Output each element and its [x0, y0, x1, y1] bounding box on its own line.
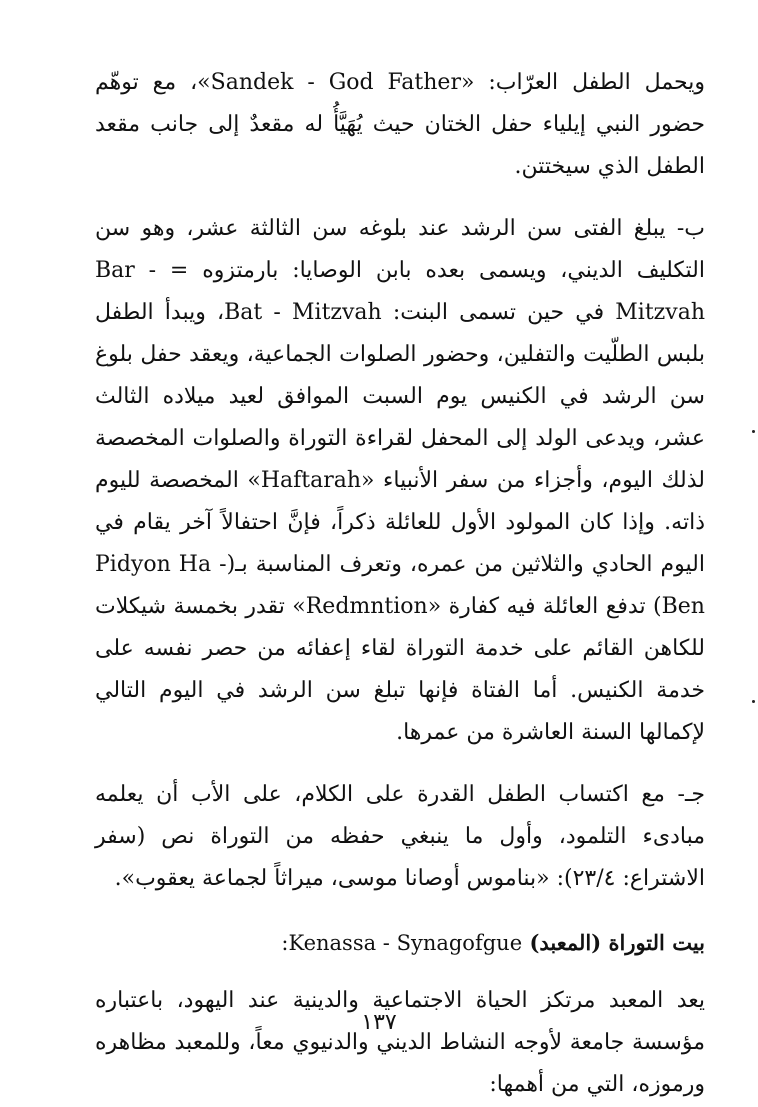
paragraph-bar-mitzvah: ب- يبلغ الفتى سن الرشد عند بلوغه سن الثالثة عشر، وهو سن التكليف الديني، ويسمى بعده بابن الوصايا: بارمتزوه = Bar - Mitzvah في حين تسمى البنت: Bat - Mitzvah، ويبدأ الطفل بلبس الطلّيت والتفلين، وحضور الصلوات الجماعية، ويعقد حفل بلوغ سن الرشد في الكنيس يوم السبت الموافق لعيد ميلاده الثالث عشر، ويدعى الولد إلى المحفل لقراءة التوراة والصلوات المخصصة لذلك اليوم، وأجزاء من سفر الأنبياء «Haftarah» المخصصة لليوم ذاته. وإذا كان المولود الأول للعائلة ذكراً، فإنَّ احتفالاً آخر يقام في اليوم الحادي والثلاثين من عمره، وتعرف المناسبة بـ(Pidyon Ha - Ben) تدفع العائلة فيه كفارة «Redmntion» تقدر بخمسة شيكلات للكاهن القائم على خدمة التوراة لقاء إعفائه من حصر نفسه على خدمة الكنيس. أما الفتاة فإنها تبلغ سن الرشد في اليوم التالي لإكمالها السنة العاشرة من عمرها.	[95, 216, 705, 745]
margin-mark	[752, 430, 755, 433]
section-heading-latin: :Kenassa - Synagofgue	[281, 931, 523, 955]
paragraph-talmud-teaching: جـ- مع اكتساب الطفل القدرة على الكلام، على الأب أن يعلمه مبادىء التلمود، وأول ما ينبغي حفظه من التوراة نص (سفر الاشتراع: ٢٣/٤): «بناموس أوصانا موسى، ميراثاً لجماعة يعقوب».	[95, 782, 705, 891]
page-body	[95, 62, 705, 1106]
section-heading-arabic: بيت التوراة (المعبد)	[529, 930, 705, 955]
paragraph-godfather: ويحمل الطفل العرّاب: «Sandek - God Father»، مع توهّم حضور النبي إيلياء حفل الختان حيث يُهَيَّأُ له مقعدٌ إلى جانب مقعد الطفل الذي سيختتن.	[95, 70, 705, 179]
paragraph-synagogue: يعد المعبد مرتكز الحياة الاجتماعية والدينية عند اليهود، باعتباره مؤسسة جامعة لأوجه النشاط الديني والدنيوي معاً، وللمعبد مظاهره ورموزه، التي من أهمها:	[95, 988, 705, 1097]
section-heading	[95, 922, 705, 964]
margin-mark	[752, 700, 755, 703]
page-number: ١٣٧	[361, 1010, 397, 1035]
